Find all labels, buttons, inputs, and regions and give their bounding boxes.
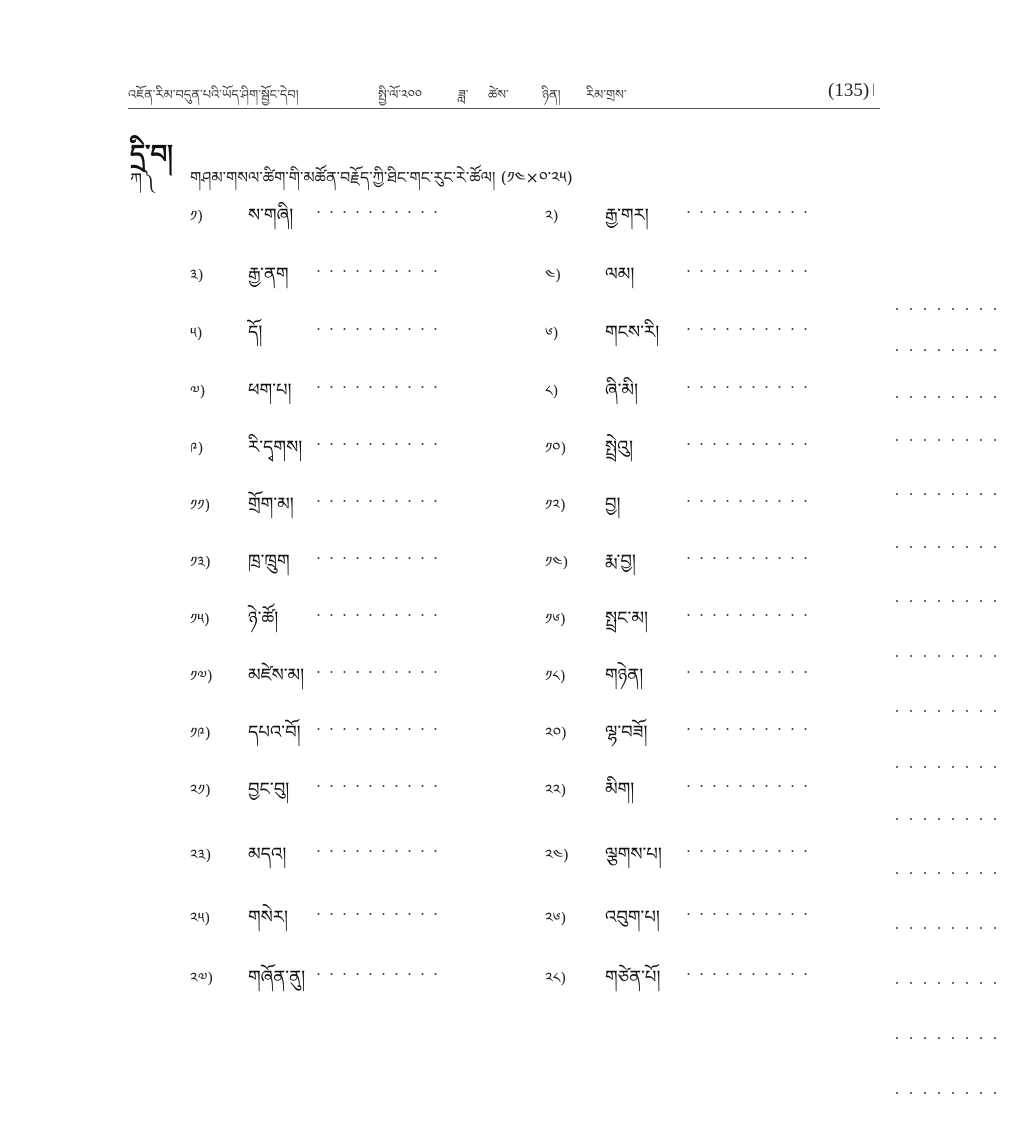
item-word: འབུག་པ། [605,907,660,928]
margin-dotted-line [890,655,1008,657]
margin-dotted-line [890,710,1008,712]
item-word: བྱང་བུ། [248,779,290,800]
item-number: ༡༤) [545,553,569,571]
item-number: ༡) [190,207,204,225]
running-header [128,80,880,109]
answer-dotted-line[interactable] [312,211,442,213]
item-number: ༢༦) [545,909,567,927]
margin-dotted-line [890,600,1008,602]
margin-dotted-line [890,349,1008,351]
item-word: མདའ། [248,844,287,865]
item-number: ༡༥) [190,610,210,628]
answer-dotted-line[interactable] [312,500,442,502]
item-word: དོ། [248,322,263,343]
item-number: ༤) [545,266,562,284]
header-weekday: ཉིན། [542,88,561,103]
item-word: ཁྲ་ཁྲུག [248,551,290,572]
answer-dotted-line[interactable] [682,500,812,502]
answer-dotted-line[interactable] [312,443,442,445]
header-separator: | [872,82,875,97]
margin-dotted-line [890,1037,1008,1039]
item-number: ༧) [190,382,206,400]
answer-dotted-line[interactable] [682,785,812,787]
item-number: ༢) [545,207,559,225]
item-word: རྨ་བྱ། [605,551,636,572]
margin-dotted-line [890,818,1008,820]
header-year: སྤྱི་ལོ་༢༠༠ [378,88,423,103]
item-word: རྒྱ་གར། [605,205,649,226]
answer-dotted-line[interactable] [682,328,812,330]
answer-dotted-line[interactable] [682,728,812,730]
item-number: ༡༠) [545,439,567,457]
section-heading: དྲི་བ། [130,140,173,170]
item-word: རི་དྭགས། [248,437,303,458]
item-number: ༢༠) [545,724,567,742]
answer-dotted-line[interactable] [312,328,442,330]
answer-dotted-line[interactable] [312,671,442,673]
item-word: གྲོག་མ། [248,494,294,515]
item-number: ༢༥) [190,909,211,927]
item-number: ༡༩) [190,724,211,742]
answer-dotted-line[interactable] [682,973,812,975]
item-number: ༢༧) [190,969,214,987]
item-number: ༢༡) [190,781,211,799]
answer-dotted-line[interactable] [312,785,442,787]
item-word: ཞི་མི། [605,380,639,401]
answer-dotted-line[interactable] [682,386,812,388]
answer-dotted-line[interactable] [312,850,442,852]
item-word: རྒྱ་ནག [248,264,289,285]
answer-dotted-line[interactable] [682,913,812,915]
margin-dotted-line [890,766,1008,768]
question-label: ཀ༽ [130,170,155,190]
item-word: ལྕགས་པ། [605,844,662,865]
item-word: ལམ། [605,264,635,285]
item-number: ༥) [190,324,203,342]
margin-dotted-line [890,927,1008,929]
item-word: བྱ། [605,494,621,515]
item-number: ༢༤) [545,846,569,864]
item-number: ༢༢) [545,781,567,799]
answer-dotted-line[interactable] [682,270,812,272]
margin-dotted-line [890,872,1008,874]
item-number: ༢༨) [545,969,567,987]
item-word: སྤྲང་མ། [605,608,648,629]
item-number: ༡༢) [545,496,566,514]
page-number: (135) [828,80,870,101]
item-word: གངས་རི། [605,322,660,343]
answer-dotted-line[interactable] [682,443,812,445]
item-word: གཞོན་ནུ། [248,967,306,988]
item-number: ༨) [545,382,559,400]
item-word: མཛེས་མ། [248,665,305,686]
item-word: ཉེ་ཚོ། [248,608,279,629]
item-word: སྤྲེའུ། [605,437,634,458]
question-instruction: གཤམ་གསལ་ཚིག་གི་མཚོན་བརྗོད་ཀྱི་ཐིང་གང་རུང་རེ་ཚོལ། (༡༤×༠་༢༥) [190,168,573,187]
item-word: མིག། [605,779,635,800]
answer-dotted-line[interactable] [312,614,442,616]
item-number: ༡༦) [545,610,566,628]
header-day: ཚེས་ [488,88,509,103]
item-number: ༡༧) [190,667,213,685]
margin-dotted-line [890,439,1008,441]
item-number: ༣) [190,266,204,284]
item-number: ༡༡) [190,496,211,514]
answer-dotted-line[interactable] [682,211,812,213]
header-month: ཟླ་ [458,88,469,103]
item-number: ༡༣) [190,553,211,571]
margin-dotted-line [890,396,1008,398]
answer-dotted-line[interactable] [682,850,812,852]
margin-dotted-line [890,546,1008,548]
item-number: ༡༨) [545,667,566,685]
item-word: དཔའ་བོ། [248,722,301,743]
item-number: ༦) [545,324,559,342]
margin-dotted-line [890,1092,1008,1094]
item-word: ལྷ་བཟོ། [605,722,648,743]
item-word: གཙེན་པོ། [605,967,661,988]
item-word: ས་གཞི། [248,205,294,226]
answer-dotted-line[interactable] [312,386,442,388]
answer-dotted-line[interactable] [312,270,442,272]
answer-dotted-line[interactable] [312,728,442,730]
item-word: ཕག་པ། [248,380,292,401]
item-number: ༩) [190,439,204,457]
answer-dotted-line[interactable] [312,973,442,975]
margin-dotted-line [890,308,1008,310]
item-number: ༢༣) [190,846,212,864]
answer-dotted-line[interactable] [312,913,442,915]
margin-dotted-line [890,493,1008,495]
answer-dotted-line[interactable] [682,557,812,559]
header-class: རིམ་གྲས་ [586,88,627,103]
answer-dotted-line[interactable] [682,614,812,616]
answer-dotted-line[interactable] [312,557,442,559]
item-word: གཉེན། [605,665,644,686]
item-word: གསེར། [248,907,289,928]
answer-dotted-line[interactable] [682,671,812,673]
margin-dotted-line [890,982,1008,984]
header-book-title: འཇོན་རིམ་བདུན་པའི་ཡོད་ཤིག་སྦྱོང་དེབ། [128,88,299,103]
